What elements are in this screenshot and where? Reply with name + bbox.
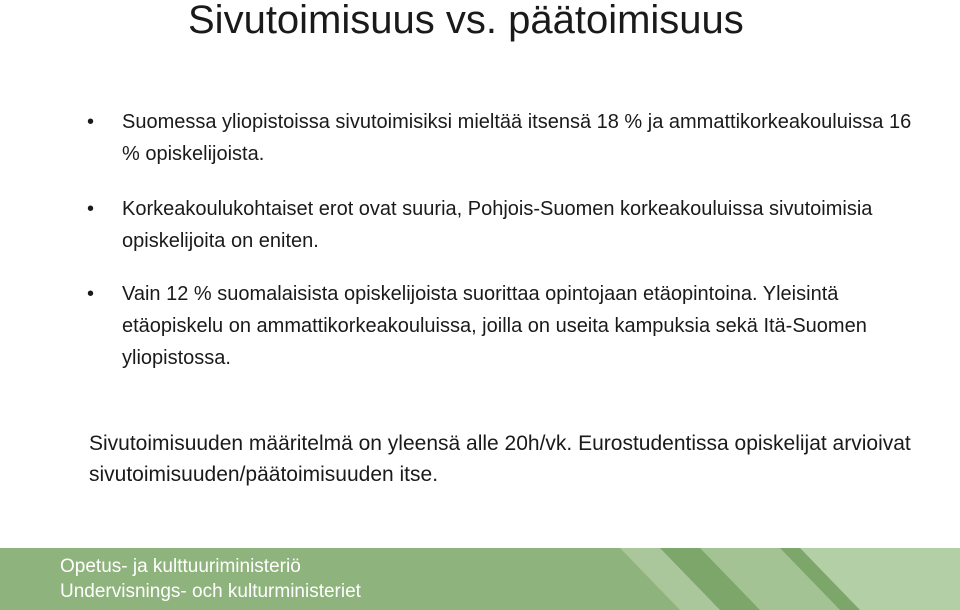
footnote-text: Sivutoimisuuden määritelmä on yleensä alle 20h/vk. Eurostudentissa opiskelijat arvioivat sivutoimisuuden/päätoimisuuden itse.: [89, 432, 911, 486]
bullet-text: Suomessa yliopistoissa sivutoimisiksi mieltää itsensä 18 % ja ammattikorkeakouluissa 16 % opiskelijoista.: [122, 111, 912, 165]
ministry-name-finnish: Opetus- ja kulttuuriministeriö: [60, 556, 301, 577]
bullet-item: [87, 278, 912, 374]
bullet-marker: •: [87, 198, 95, 220]
bullet-text: Korkeakoulukohtaiset erot ovat suuria, Pohjois-Suomen korkeakouluissa sivutoimisia opiskelijoita on eniten.: [122, 198, 873, 252]
bullet-item: [87, 106, 912, 170]
bullet-marker: •: [87, 283, 95, 305]
slide-title: Sivutoimisuus vs. päätoimisuus: [188, 0, 744, 42]
ministry-name-swedish: Undervisnings- och kulturministeriet: [60, 581, 361, 602]
bullet-marker: •: [87, 111, 95, 133]
bullet-text: Vain 12 % suomalaisista opiskelijoista suorittaa opintojaan etäopintoina. Yleisintä etäopiskelu on ammattikorkeakouluissa, joilla on useita kampuksia sekä Itä-Suomen yliopistossa.: [122, 283, 867, 369]
ministry-footer-band: [0, 548, 960, 610]
bullet-item: [87, 193, 912, 257]
